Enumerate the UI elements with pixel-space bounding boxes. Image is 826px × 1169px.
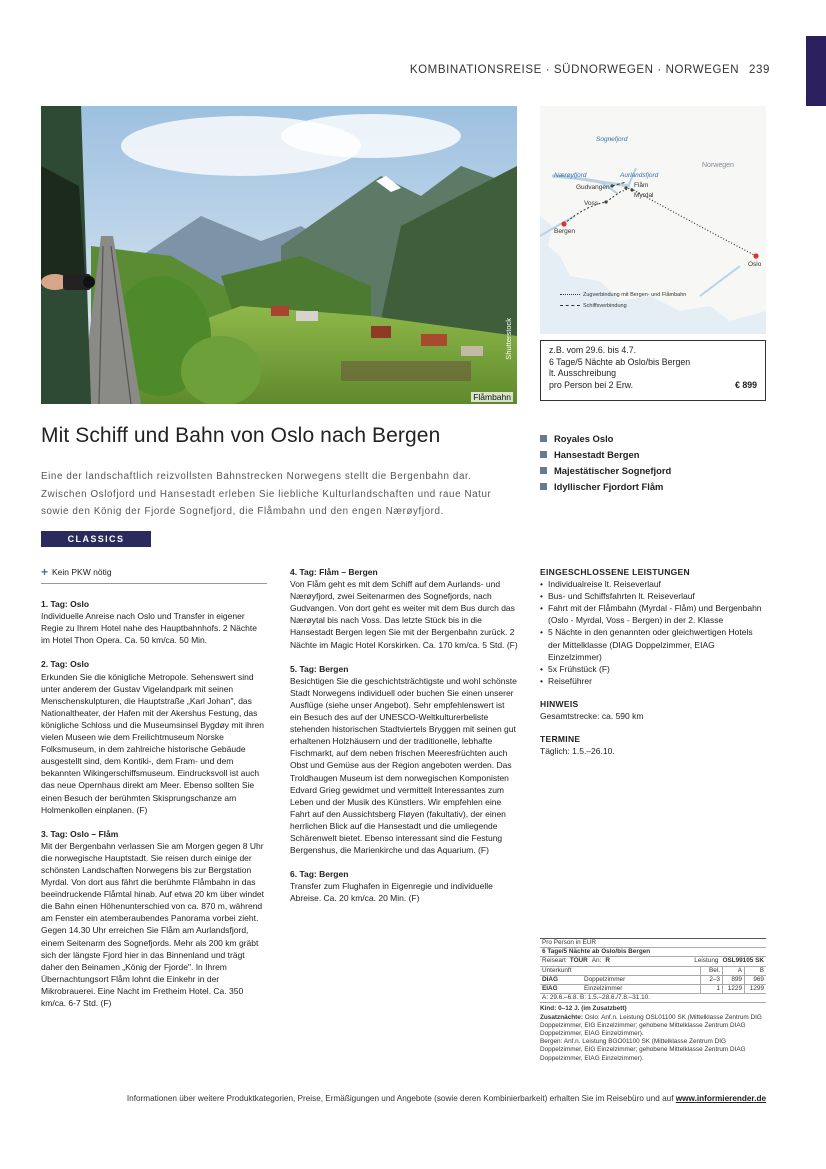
- day-text: Individuelle Anreise nach Oslo und Transfer in eigener Regie zu Ihrem Hotel nahe des Hauptbahnhofs. 2 Nächte im Hotel Thon Opera. Ca. 50 km/ca. 50 Min.: [41, 611, 257, 646]
- included-services: [540, 566, 766, 687]
- map-label-flam: Flåm: [634, 182, 649, 189]
- price-table-row: EIAG Einzelzimmer 1 1229 1299: [540, 985, 766, 994]
- day-text: Transfer zum Flughafen in Eigenregie und individuelle Abreise. Ca. 20 km/ca. 20 Min. (F): [290, 881, 493, 904]
- map-label-norwegen: Norwegen: [702, 162, 734, 169]
- itinerary-column-2: [290, 566, 518, 916]
- map-label-gudvangen: Gudvangen: [576, 184, 610, 191]
- running-head-text: KOMBINATIONSREISE · SÜDNORWEGEN · NORWEGEN: [409, 64, 740, 76]
- price-table-meta-row: Reiseart TOUR An: R Leistung OSL99105 SK: [540, 957, 766, 966]
- page-tab-marker: [806, 36, 826, 106]
- included-services-list: [540, 578, 766, 687]
- square-bullet-icon: [540, 483, 547, 490]
- price-table-dates: A: 29.6.–6.8. B: 1.5.–28.6./7.8.–31.10.: [540, 994, 766, 1003]
- termine-text: Täglich: 1.5.–26.10.: [540, 746, 615, 757]
- day-title: 5. Tag: Bergen: [290, 663, 349, 674]
- day-title: 6. Tag: Bergen: [290, 869, 349, 880]
- map-label-aurlandsfjord: Aurlandsfjord: [620, 172, 659, 179]
- square-bullet-icon: [540, 467, 547, 474]
- photo-credit: Shutterstock: [504, 318, 513, 360]
- service-item: • 5x Frühstück (F): [540, 663, 766, 675]
- highlights-list: [540, 430, 671, 494]
- highlight-item: Idyllischer Fjordort Flåm: [540, 478, 671, 494]
- intro-text: Eine der landschaftlich reizvollsten Bahnstrecken Norwegens stellt die Bergenbahn dar. Zwischen Oslofjord und Hansestadt erleben Sie liebliche Kulturlandschaften und raue Natur sowie den König der Fjorde Sognefjord, die Flåmbahn und den engen Nærøyfjord.: [41, 471, 492, 517]
- highlight-item: Royales Oslo: [540, 430, 671, 446]
- footer: [0, 1094, 766, 1103]
- price-table-row: DIAG Doppelzimmer 2–3 899 969: [540, 976, 766, 985]
- hinweis-title: HINWEIS: [540, 698, 579, 709]
- price-table-subheader: 6 Tage/5 Nächte ab Oslo/bis Bergen: [540, 948, 766, 957]
- price-box-line4: pro Person bei 2 Erw.: [549, 379, 634, 390]
- day-title: 3. Tag: Oslo – Flåm: [41, 828, 119, 839]
- flambahn-illustration: [41, 106, 517, 404]
- hinweis-block: [540, 698, 766, 722]
- map-label-naeroyfjord: Nærøyfjord: [554, 172, 587, 179]
- termine-block: [540, 733, 766, 757]
- no-car-note: + Kein PKW nötig: [41, 566, 267, 584]
- square-bullet-icon: [540, 451, 547, 458]
- zusatz-note-bergen: Bergen: Anf.n. Leistung BGO01100 SK (Mittelklasse Zentrum DIG Doppelzimmer, EIG Einzelzimmer; gehobene Mittelklasse Zentrum DIAG Doppelzimmer, EIAG Einzelzimmer).: [540, 1038, 746, 1062]
- highlight-item: Hansestadt Bergen: [540, 446, 671, 462]
- map-label-bergen: Bergen: [554, 228, 575, 235]
- map-label-sognefjord: Sognefjord: [596, 136, 628, 143]
- service-item: • Reiseführer: [540, 675, 766, 687]
- service-item: • 5 Nächte in den genannten oder gleichwertigen Hotels der Mittelklasse (DIAG Doppelzimmer, EIAG Einzelzimmer): [540, 626, 766, 662]
- price-table-notes: [540, 1005, 766, 1062]
- page-title: Mit Schiff und Bahn von Oslo nach Bergen: [41, 424, 441, 447]
- map-label-myrdal: Myrdal: [634, 192, 654, 199]
- photo-caption: Flåmbahn: [473, 392, 511, 402]
- service-item: • Individualreise lt. Reiseverlauf: [540, 578, 766, 590]
- zusatz-note-oslo: Zusatznächte: Oslo: Anf.n. Leistung OSL01100 SK (Mittelklasse Zentrum DIG Doppelzimmer, EIG Einzelzimmer; gehobene Mittelklasse Zentrum DIAG Doppelzimmer, EIAG Einzelzimmer).: [540, 1013, 762, 1038]
- map-legend-train: Zugverbindung mit Bergen- und Flåmbahn: [560, 292, 686, 298]
- termine-title: TERMINE: [540, 734, 581, 745]
- price-table: [540, 938, 766, 1063]
- price-table-header: Pro Person in EUR: [540, 938, 766, 948]
- day-text: Besichtigen Sie die geschichtsträchtigste und wohl schönste Stadt Norwegens individuell oder buchen Sie einen unserer Ausflüge (siehe unser Angebot). Sehr empfehlenswert ist ein Besuch des auf der UNESCO-Weltkulturerbeliste stehenden historischen Stadtviertels Bryggen mit seinen gut erhaltenen Holzhäusern und der traditionelle, lebhafte Fischmarkt, auf dem neben frischen Meeresfrüchten auch Obst und Gemüse aus der Region angeboten werden. Das Troldhaugen Museum ist dem norwegischen Komponisten Edvard Grieg gewidmet und vermittelt Interessantes zum Leben und der Musik des Künstlers. Wir empfehlen eine Fahrt auf den Aussichtsberg Fløyen (fakultativ), der einen herrlichen Blick auf die Hansestadt und die umliegende Schärenwelt bietet. Ebenso interessant sind die Festung Bergenshus, die Marienkirche und das Aquarium. (F): [290, 675, 517, 856]
- price-table-column-header: Unterkunft Bel. A B: [540, 967, 766, 976]
- hinweis-text: Gesamtstrecke: ca. 590 km: [540, 711, 644, 722]
- map-label-voss: Voss: [584, 200, 599, 207]
- running-head: [410, 64, 770, 76]
- price-box-line3: lt. Ausschreibung: [549, 368, 616, 379]
- hero-photo: [41, 106, 517, 404]
- footer-link[interactable]: www.informierender.de: [675, 1094, 766, 1103]
- day-text: Erkunden Sie die königliche Metropole. Sehenswert sind unter anderem der Gustav Vigelandpark mit seinen Menschenskulpturen, die Hauptstraße „Karl Johan", das Nationaltheater, der Hafen mit der Akershus Festung, das königliche Schloss und die Museumsinsel Bygdøy mit ihren vielen Museen wie dem Freilichtmuseum Norske Folksmuseum, in dem zahlreiche historische Gebäude ausgestellt sind, dem Kontiki-, dem Fram- und dem bekannten Wikingerschiffsmuseum. Eindrucksvoll ist auch das neue Opernhaus direkt am Meer. Ebenso sollten Sie einen Besuch der berühmten Skisprungschanze am Holmenkollen einplanen. (F): [41, 671, 264, 815]
- highlight-item: Majestätischer Sognefjord: [540, 462, 671, 478]
- kind-note: Kind: 0–12 J. (im Zusatzbett): [540, 1005, 627, 1013]
- map-label-oslo: Oslo: [748, 261, 762, 268]
- services-column: [540, 566, 766, 768]
- itinerary-column-1: [41, 566, 267, 1021]
- map-legend-ship: Schiffsverbindung: [560, 303, 627, 309]
- plus-icon: +: [41, 565, 49, 580]
- service-item: • Fahrt mit der Flåmbahn (Myrdal - Flåm) und Bergenbahn (Oslo - Myrdal, Voss - Bergen) in der 2. Klasse: [540, 602, 766, 626]
- square-bullet-icon: [540, 435, 547, 442]
- day-title: 4. Tag: Flåm – Bergen: [290, 567, 378, 577]
- route-map-graphic: [540, 106, 766, 334]
- day-text: Mit der Bergenbahn verlassen Sie am Morgen gegen 8 Uhr die norwegische Hauptstadt. Sie reisen durch einige der schönsten Landschaften Norwegens bis zur Bergstation Myrdal. Von dort aus fährt die berühmte Flåmbahn in das beeindruckende Flåmtal hinab. Auf etwa 20 km über windet die Bahn einen Höhenunterschied von ca. 870 m, während am Fenster ein atemberaubendes Panorama vorbei zieht. Gegen 14.30 Uhr erreichen Sie Flåm am Aurlandsfjord, einem Seitenarm des Sognefjords. Mehr als 200 km gräbt sich der längste Fjord hier in das Binnenland und trägt daher den Beinamen „König der Fjorde". In Ihrem Übernachtungsort Flåm lohnt die Einkehr in der Mikrobrauerei. Eine Nacht im Fretheim Hotel. Ca. 350 km/ca. 6-7 Std. (F): [41, 840, 265, 1008]
- day-text: Von Flåm geht es mit dem Schiff auf dem Aurlands- und Nærøyfjord, zwei Seitenarmen des Sognefjords, nach Gudvangen. Von dort geht es weiter mit dem Bus durch das Nærøytal bis nach Voss. Das letzte Stück bis in die Hansestadt Bergen legen Sie mit der Bergenbahn zurück. 2 Nächte im Magic Hotel Korskirken. Ca. 170 km/ca. 5 Std. (F): [290, 579, 518, 650]
- service-item: • Bus- und Schiffsfahrten lt. Reiseverlauf: [540, 590, 766, 602]
- classics-badge: CLASSICS: [41, 531, 151, 547]
- price-box-row: [549, 380, 757, 392]
- price-box-line1: z.B. vom 29.6. bis 4.7.: [549, 345, 637, 355]
- day-title: 2. Tag: Oslo: [41, 659, 90, 670]
- route-map: [540, 106, 766, 334]
- included-services-title: EINGESCHLOSSENE LEISTUNGEN: [540, 567, 690, 577]
- page-number: 239: [749, 64, 770, 76]
- price-box-price: € 899: [734, 379, 757, 390]
- price-box-line2: 6 Tage/5 Nächte ab Oslo/bis Bergen: [549, 356, 691, 367]
- example-price-box: [540, 340, 766, 401]
- day-title: 1. Tag: Oslo: [41, 599, 90, 610]
- footer-text: Informationen über weitere Produktkategorien, Preise, Ermäßigungen und Angebote (sowie deren Kombinierbarkeit) erhalten Sie im Reisebüro und auf: [126, 1094, 674, 1103]
